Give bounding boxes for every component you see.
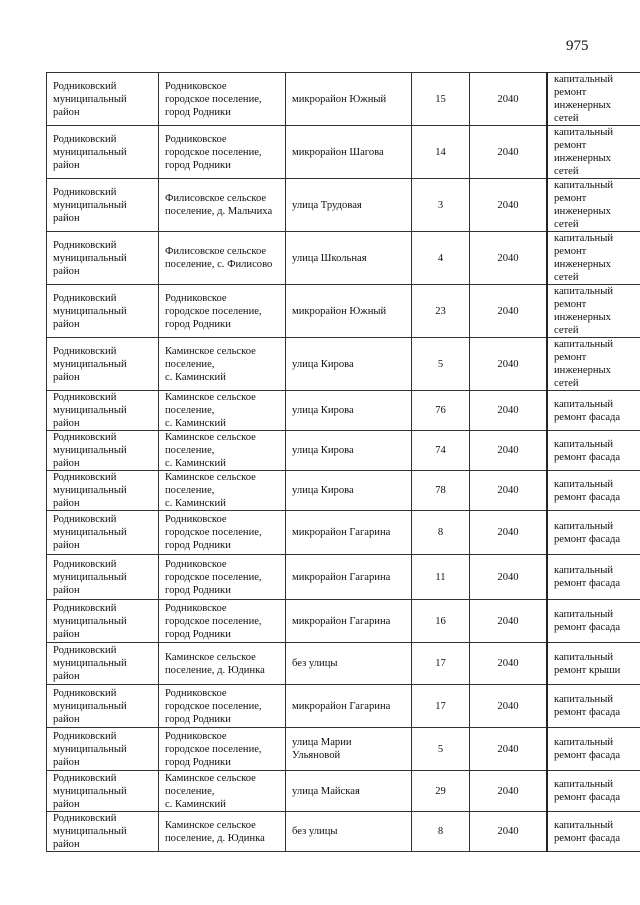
- settlement-cell-line: поселение, д. Юдинка: [165, 664, 265, 676]
- work-type-cell: [547, 643, 640, 685]
- table-row: [47, 643, 640, 685]
- work-type-cell-line: ремонт: [554, 299, 587, 310]
- district-cell-line: муниципальный: [53, 93, 127, 105]
- district-cell-line: Родниковский: [53, 645, 117, 656]
- street-cell-line: микрорайон Гагарина: [292, 527, 391, 538]
- district-cell-line: Родниковский: [53, 239, 117, 251]
- work-type-cell: [547, 771, 640, 812]
- work-type-cell-line: ремонт фасада: [554, 707, 621, 718]
- street-cell-line: микрорайон Южный: [292, 305, 387, 317]
- house-number-cell: 8: [412, 812, 470, 852]
- table-row: [47, 73, 640, 126]
- work-type-cell-line: капитальный: [554, 286, 614, 297]
- house-number-cell: 74: [412, 431, 470, 471]
- street-cell: [286, 600, 412, 643]
- street-cell-line: улица Трудовая: [292, 199, 362, 211]
- work-type-cell-line: сетей: [554, 113, 579, 124]
- table-row: [47, 338, 640, 391]
- year-cell: 2040: [470, 600, 548, 643]
- settlement-cell-line: город Родники: [165, 713, 231, 725]
- settlement-cell-line: город Родники: [165, 159, 231, 171]
- street-cell: [286, 643, 412, 685]
- street-cell: [286, 338, 412, 391]
- settlement-cell: [159, 391, 286, 431]
- settlement-cell-line: поселение,: [165, 785, 215, 797]
- street-cell-line: без улицы: [292, 658, 338, 669]
- settlement-cell: [159, 812, 286, 852]
- year-cell: 2040: [470, 771, 548, 812]
- table-row: [47, 285, 640, 338]
- district-cell-line: район: [53, 458, 80, 469]
- work-type-cell-line: капитальный: [554, 651, 614, 663]
- house-number-cell: 11: [412, 555, 470, 600]
- district-cell-line: Родниковский: [53, 432, 117, 443]
- street-cell-line: улица Кирова: [292, 485, 354, 496]
- district-cell-line: муниципальный: [53, 527, 127, 538]
- work-type-cell: [547, 555, 640, 600]
- work-type-cell: [547, 431, 640, 471]
- district-cell-line: Родниковский: [53, 730, 117, 742]
- settlement-cell-line: Каминское сельское: [165, 392, 256, 403]
- district-cell-line: район: [53, 584, 80, 596]
- settlement-cell-line: городское поселение,: [165, 527, 262, 538]
- work-type-cell-line: ремонт фасада: [554, 533, 621, 545]
- street-cell: [286, 285, 412, 338]
- street-cell: [286, 812, 412, 852]
- district-cell-line: Родниковский: [53, 80, 117, 92]
- district-cell: [47, 685, 159, 728]
- work-type-cell-line: ремонт фасада: [554, 578, 621, 589]
- settlement-cell: [159, 771, 286, 812]
- work-type-cell-line: инженерных: [554, 206, 611, 217]
- work-type-cell-line: ремонт фасада: [554, 411, 621, 423]
- work-type-cell-line: ремонт: [554, 87, 587, 98]
- street-cell: [286, 471, 412, 511]
- settlement-cell-line: Филисовское сельское: [165, 193, 267, 204]
- street-cell: [286, 771, 412, 812]
- work-type-cell-line: ремонт фасада: [554, 832, 621, 844]
- street-cell-line: без улицы: [292, 826, 338, 837]
- house-number-cell: 5: [412, 338, 470, 391]
- district-cell-line: район: [53, 159, 80, 171]
- settlement-cell-line: Каминское сельское: [165, 772, 256, 784]
- district-cell-line: муниципальный: [53, 826, 127, 837]
- work-type-cell: [547, 126, 640, 179]
- house-number-cell: 8: [412, 511, 470, 555]
- year-cell: 2040: [470, 643, 548, 685]
- work-type-cell-line: ремонт: [554, 140, 587, 151]
- year-cell: 2040: [470, 471, 548, 511]
- settlement-cell-line: город Родники: [165, 106, 231, 118]
- district-cell-line: муниципальный: [53, 485, 127, 496]
- district-cell-line: Родниковский: [53, 813, 117, 824]
- work-type-cell-line: сетей: [554, 166, 579, 177]
- settlement-cell-line: Родниковское: [165, 133, 227, 145]
- work-type-cell-line: капитальный: [554, 339, 614, 350]
- settlement-cell: [159, 232, 286, 285]
- settlement-cell-line: городское поселение,: [165, 305, 262, 317]
- district-cell: [47, 511, 159, 555]
- settlement-cell: [159, 471, 286, 511]
- street-cell-line: микрорайон Гагарина: [292, 700, 391, 712]
- district-cell: [47, 812, 159, 852]
- district-cell: [47, 555, 159, 600]
- house-number-cell: 76: [412, 391, 470, 431]
- work-type-cell: [547, 285, 640, 338]
- street-cell: [286, 685, 412, 728]
- settlement-cell-line: с. Каминский: [165, 458, 226, 469]
- work-type-cell-line: капитальный: [554, 565, 614, 576]
- district-cell-line: муниципальный: [53, 146, 127, 158]
- work-type-cell-line: капитальный: [554, 180, 614, 191]
- settlement-cell-line: поселение, д. Мальчиха: [165, 206, 273, 217]
- district-cell-line: Родниковский: [53, 392, 117, 403]
- district-cell-line: район: [53, 318, 80, 330]
- settlement-cell-line: Родниковское: [165, 558, 227, 570]
- work-type-cell-line: инженерных: [554, 100, 611, 111]
- work-type-cell-line: сетей: [554, 219, 579, 230]
- district-cell-line: Родниковский: [53, 558, 117, 570]
- district-cell-line: район: [53, 265, 80, 277]
- district-cell-line: район: [53, 212, 80, 224]
- settlement-cell-line: городское поселение,: [165, 700, 262, 712]
- work-type-cell-line: сетей: [554, 378, 579, 389]
- work-type-cell-line: ремонт фасада: [554, 792, 621, 803]
- work-type-cell-line: ремонт фасада: [554, 491, 621, 503]
- year-cell: 2040: [470, 555, 548, 600]
- house-number-cell: 3: [412, 179, 470, 232]
- year-cell: 2040: [470, 338, 548, 391]
- year-cell: 2040: [470, 685, 548, 728]
- work-type-cell-line: инженерных: [554, 365, 611, 376]
- street-cell: [286, 728, 412, 771]
- settlement-cell: [159, 643, 286, 685]
- table-row: [47, 179, 640, 232]
- district-cell-line: Родниковский: [53, 602, 117, 614]
- settlement-cell-line: с. Каминский: [165, 371, 226, 383]
- district-cell-line: муниципальный: [53, 445, 127, 456]
- district-cell-line: район: [53, 628, 80, 640]
- settlement-cell-line: Родниковское: [165, 514, 227, 525]
- work-type-cell: [547, 812, 640, 852]
- year-cell: 2040: [470, 728, 548, 771]
- work-type-cell-line: капитальный: [554, 694, 614, 705]
- settlement-cell-line: город Родники: [165, 628, 231, 640]
- street-cell-line: улица Школьная: [292, 252, 367, 264]
- settlement-cell: [159, 431, 286, 471]
- street-cell: [286, 126, 412, 179]
- work-type-cell: [547, 511, 640, 555]
- house-number-cell: 5: [412, 728, 470, 771]
- house-number-cell: 23: [412, 285, 470, 338]
- settlement-cell-line: Родниковское: [165, 292, 227, 304]
- work-type-cell-line: инженерных: [554, 153, 611, 164]
- work-type-cell: [547, 232, 640, 285]
- settlement-cell-line: с. Каминский: [165, 418, 226, 429]
- settlement-cell-line: городское поселение,: [165, 571, 262, 583]
- district-cell-line: Родниковский: [53, 687, 117, 699]
- work-type-cell-line: капитальный: [554, 779, 614, 790]
- settlement-cell: [159, 179, 286, 232]
- district-cell: [47, 391, 159, 431]
- district-cell-line: муниципальный: [53, 405, 127, 416]
- settlement-cell-line: город Родники: [165, 756, 231, 768]
- district-cell: [47, 471, 159, 511]
- work-type-cell: [547, 179, 640, 232]
- district-cell-line: район: [53, 671, 80, 682]
- settlement-cell-line: городское поселение,: [165, 146, 262, 158]
- work-type-cell-line: капитальный: [554, 438, 614, 450]
- work-type-cell-line: инженерных: [554, 312, 611, 323]
- settlement-cell-line: городское поселение,: [165, 93, 262, 105]
- table-row: [47, 771, 640, 812]
- work-type-cell-line: ремонт: [554, 352, 587, 363]
- district-cell-line: муниципальный: [53, 658, 127, 669]
- work-type-cell-line: капитальный: [554, 74, 614, 85]
- table-row: [47, 511, 640, 555]
- street-cell-line: улица Кирова: [292, 405, 354, 416]
- year-cell: 2040: [470, 73, 548, 126]
- district-cell-line: муниципальный: [53, 571, 127, 583]
- year-cell: 2040: [470, 391, 548, 431]
- district-cell-line: район: [53, 418, 80, 429]
- district-cell-line: муниципальный: [53, 615, 127, 627]
- street-cell: [286, 179, 412, 232]
- district-cell-line: Родниковский: [53, 472, 117, 483]
- street-cell: [286, 555, 412, 600]
- district-cell: [47, 232, 159, 285]
- table-row: [47, 600, 640, 643]
- district-cell: [47, 73, 159, 126]
- house-number-cell: 14: [412, 126, 470, 179]
- district-cell-line: район: [53, 540, 80, 551]
- house-number-cell: 15: [412, 73, 470, 126]
- work-type-cell: [547, 600, 640, 643]
- work-type-cell: [547, 471, 640, 511]
- district-cell-line: муниципальный: [53, 700, 127, 712]
- street-cell: [286, 232, 412, 285]
- settlement-cell-line: Каминское сельское: [165, 819, 256, 831]
- settlement-cell: [159, 511, 286, 555]
- year-cell: 2040: [470, 285, 548, 338]
- settlement-cell-line: Родниковское: [165, 687, 227, 699]
- work-type-cell: [547, 73, 640, 126]
- table-row: [47, 812, 640, 852]
- district-cell-line: Родниковский: [53, 186, 117, 198]
- work-type-cell-line: капитальный: [554, 609, 614, 620]
- settlement-cell-line: Каминское сельское: [165, 651, 256, 663]
- settlement-cell-line: город Родники: [165, 318, 231, 330]
- district-cell-line: район: [53, 713, 80, 725]
- district-cell-line: муниципальный: [53, 305, 127, 317]
- settlement-cell-line: поселение,: [165, 485, 215, 496]
- settlement-cell: [159, 73, 286, 126]
- street-cell: [286, 511, 412, 555]
- settlement-cell-line: Родниковское: [165, 730, 227, 742]
- district-cell: [47, 600, 159, 643]
- table-row: [47, 728, 640, 771]
- street-cell-line: микрорайон Южный: [292, 93, 387, 105]
- work-type-cell-line: сетей: [554, 272, 579, 283]
- street-cell-line: микрорайон Гагарина: [292, 615, 391, 627]
- settlement-cell-line: городское поселение,: [165, 743, 262, 755]
- district-cell-line: район: [53, 756, 80, 768]
- district-cell-line: Родниковский: [53, 345, 117, 357]
- settlement-cell: [159, 338, 286, 391]
- district-cell-line: Родниковский: [53, 292, 117, 304]
- district-cell: [47, 126, 159, 179]
- work-type-cell-line: ремонт фасада: [554, 451, 621, 463]
- street-cell: [286, 431, 412, 471]
- work-type-cell-line: капитальный: [554, 520, 614, 532]
- settlement-cell-line: поселение,: [165, 358, 215, 370]
- district-cell-line: муниципальный: [53, 252, 127, 264]
- district-cell: [47, 338, 159, 391]
- street-cell-line: микрорайон Шагова: [292, 146, 384, 158]
- work-type-cell-line: капитальный: [554, 233, 614, 244]
- street-cell-line: улица Майская: [292, 785, 360, 797]
- district-cell-line: Родниковский: [53, 772, 117, 784]
- settlement-cell-line: Родниковское: [165, 80, 227, 92]
- district-cell-line: район: [53, 371, 80, 383]
- district-cell-line: муниципальный: [53, 358, 127, 370]
- settlement-cell-line: Каминское сельское: [165, 345, 256, 357]
- district-cell-line: район: [53, 839, 80, 850]
- work-type-cell-line: капитальный: [554, 819, 614, 831]
- district-cell-line: район: [53, 798, 80, 810]
- house-number-cell: 16: [412, 600, 470, 643]
- house-number-cell: 29: [412, 771, 470, 812]
- house-number-cell: 4: [412, 232, 470, 285]
- table-row: [47, 232, 640, 285]
- table-row: [47, 126, 640, 179]
- settlement-cell-line: Каминское сельское: [165, 472, 256, 483]
- district-cell: [47, 771, 159, 812]
- work-type-cell: [547, 685, 640, 728]
- work-type-cell-line: ремонт: [554, 246, 587, 257]
- settlement-cell-line: Филисовское сельское: [165, 246, 267, 257]
- district-cell: [47, 431, 159, 471]
- work-type-cell-line: капитальный: [554, 737, 614, 748]
- work-type-cell: [547, 338, 640, 391]
- settlement-cell: [159, 600, 286, 643]
- table-row: [47, 471, 640, 511]
- district-cell-line: район: [53, 498, 80, 509]
- table-row: [47, 555, 640, 600]
- settlement-cell-line: Родниковское: [165, 602, 227, 614]
- settlement-cell: [159, 728, 286, 771]
- settlement-cell-line: поселение, с. Филисово: [165, 259, 273, 270]
- settlement-cell-line: с. Каминский: [165, 798, 226, 810]
- work-type-cell-line: ремонт фасада: [554, 750, 621, 761]
- year-cell: 2040: [470, 511, 548, 555]
- work-type-cell-line: инженерных: [554, 259, 611, 270]
- year-cell: 2040: [470, 126, 548, 179]
- street-cell: [286, 73, 412, 126]
- settlement-cell: [159, 555, 286, 600]
- year-cell: 2040: [470, 179, 548, 232]
- settlement-cell-line: город Родники: [165, 540, 231, 551]
- work-type-cell-line: капитальный: [554, 398, 614, 410]
- street-cell: [286, 391, 412, 431]
- page-number: 975: [566, 38, 589, 54]
- district-cell-line: муниципальный: [53, 199, 127, 211]
- district-cell: [47, 179, 159, 232]
- settlement-cell-line: Каминское сельское: [165, 432, 256, 443]
- street-cell-line: Ульяновой: [292, 750, 341, 761]
- work-type-cell-line: ремонт крыши: [554, 664, 621, 676]
- district-cell: [47, 285, 159, 338]
- house-number-cell: 17: [412, 643, 470, 685]
- table-row: [47, 391, 640, 431]
- district-cell-line: муниципальный: [53, 785, 127, 797]
- work-type-cell-line: капитальный: [554, 127, 614, 138]
- district-cell-line: Родниковский: [53, 133, 117, 145]
- settlement-cell-line: городское поселение,: [165, 615, 262, 627]
- table-row: [47, 685, 640, 728]
- settlement-cell-line: поселение,: [165, 405, 215, 416]
- district-cell: [47, 643, 159, 685]
- street-cell-line: микрорайон Гагарина: [292, 571, 391, 583]
- work-type-cell-line: ремонт фасада: [554, 622, 621, 633]
- house-number-cell: 78: [412, 471, 470, 511]
- work-type-cell-line: сетей: [554, 325, 579, 336]
- year-cell: 2040: [470, 431, 548, 471]
- settlement-cell: [159, 285, 286, 338]
- district-cell-line: Родниковский: [53, 514, 117, 525]
- house-number-cell: 17: [412, 685, 470, 728]
- repair-schedule-table: [46, 72, 640, 852]
- settlement-cell: [159, 126, 286, 179]
- table-row: [47, 431, 640, 471]
- work-type-cell: [547, 391, 640, 431]
- district-cell-line: муниципальный: [53, 743, 127, 755]
- year-cell: 2040: [470, 232, 548, 285]
- settlement-cell-line: с. Каминский: [165, 498, 226, 509]
- street-cell-line: улица Марии: [292, 737, 352, 748]
- work-type-cell-line: ремонт: [554, 193, 587, 204]
- district-cell: [47, 728, 159, 771]
- settlement-cell-line: поселение, д. Юдинка: [165, 832, 265, 844]
- work-type-cell: [547, 728, 640, 771]
- work-type-cell-line: капитальный: [554, 478, 614, 490]
- settlement-cell-line: поселение,: [165, 445, 215, 456]
- settlement-cell: [159, 685, 286, 728]
- year-cell: 2040: [470, 812, 548, 852]
- settlement-cell-line: город Родники: [165, 584, 231, 596]
- street-cell-line: улица Кирова: [292, 358, 354, 370]
- street-cell-line: улица Кирова: [292, 445, 354, 456]
- district-cell-line: район: [53, 106, 80, 118]
